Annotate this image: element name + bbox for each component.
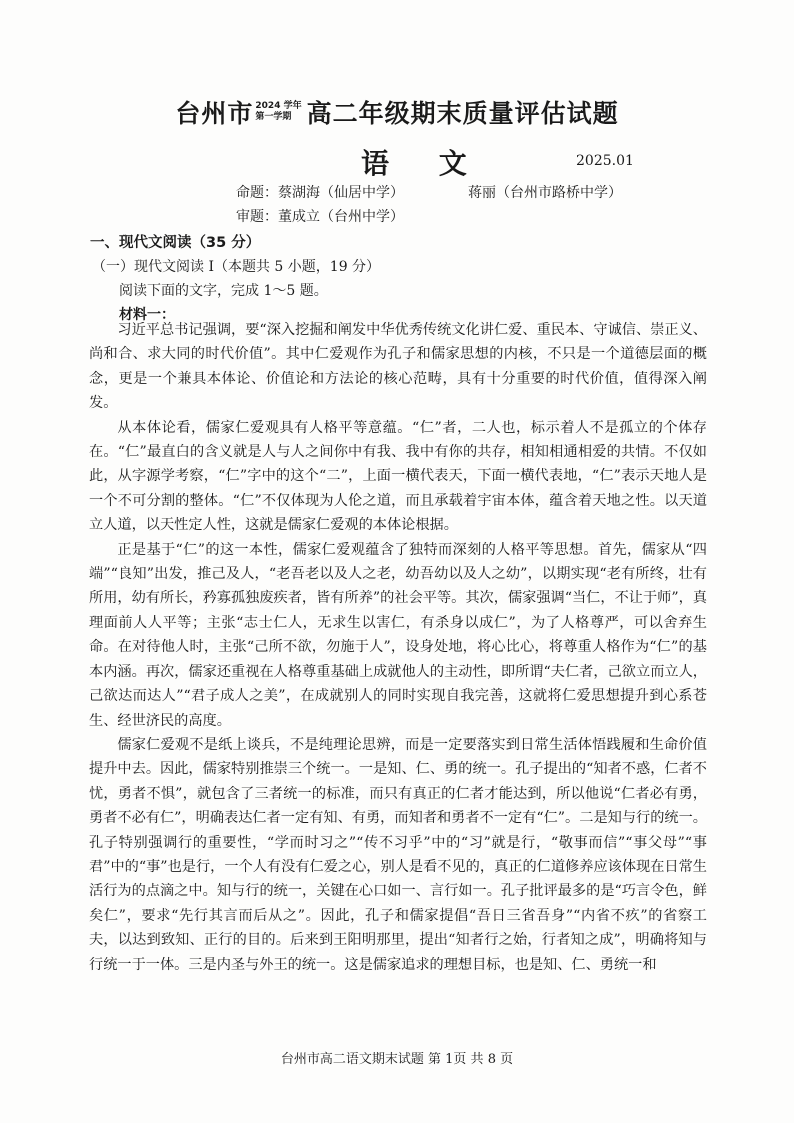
title-city: 台州市: [175, 99, 254, 128]
title-main: 高二年级期末质量评估试题: [306, 99, 619, 128]
exam-title: [0, 94, 794, 130]
paragraph: 从本体论看，儒家仁爱观具有人格平等意蕴。“仁”者，二人也，标示着人不是孤立的个体存在。“仁”最直白的含义就是人与人之间你中有我、我中有你的共存，相知相通相爱的共情。不仅如此，从字源学考察，“仁”字中的这个“二”，上面一横代表天，下面一横代表地，“仁”表示天地人是一个不可分割的整体。“仁”不仅体现为人伦之道，而且承载着宇宙本体，蕴含着天地之性。以天道立人道，以天性定人性，这就是儒家仁爱观的本体论根据。: [89, 419, 707, 534]
author-line-1: 命题：蔡湖海（仙居中学）: [236, 185, 404, 201]
title-year: 2024 学年: [255, 101, 302, 111]
reviewer-line: 审题：董成立（台州中学）: [236, 209, 404, 225]
paragraph: 习近平总书记强调，要“深入挖掘和阐发中华优秀传统文化讲仁爱、重民本、守诚信、崇正义、尚和合、求大同的时代价值”。其中仁爱观作为孔子和儒家思想的内核，不只是一个道德层面的概念，更是一个兼具本体论、价值论和方法论的核心范畴，具有十分重要的时代价值，值得深入阐发。: [89, 322, 707, 412]
author-line-2: 蒋丽（台州市路桥中学）: [468, 185, 622, 201]
material-label: 材料一：: [119, 307, 175, 323]
title-term: [255, 101, 301, 123]
page-footer: 台州市高二语文期末试题 第 1页 共 8 页: [280, 1052, 514, 1067]
paragraph: 正是基于“仁”的这一本性，儒家仁爱观蕴含了独特而深刻的人格平等思想。首先，儒家从“四端”“良知”出发，推己及人，“老吾老以及人之老，幼吾幼以及人之幼”，以期实现“老有所终，壮有所用，幼有所长，矜寡孤独废疾者，皆有所养”的社会平等。其次，儒家强调“当仁，不让于师”，真理面前人人平等；主张“志士仁人，无求生以害仁，有杀身以成仁”，为了人格尊严，可以舍弃生命。在对待他人时，主张“己所不欲，勿施于人”，设身处地，将心比心，将尊重人格作为“仁”的基本内涵。再次，儒家还重视在人格尊重基础上成就他人的主动性，即所谓“夫仁者，己欲立而立人，己欲达而达人”“君子成人之美”，在成就别人的同时实现自我完善，这就将仁爱思想提升到心系苍生、经世济民的高度。: [89, 541, 707, 729]
section-title: 一、现代文阅读（35 分）: [90, 235, 261, 251]
title-semester: 第一学期: [255, 112, 292, 122]
subject-title: 语 文: [361, 147, 487, 180]
instruction-text: 阅读下面的文字，完成 1～5 题。: [119, 283, 328, 299]
part-title: （一）现代文阅读 I（本题共 5 小题，19 分）: [92, 259, 381, 275]
paragraph: 儒家仁爱观不是纸上谈兵，不是纯理论思辨，而是一定要落实到日常生活体悟践履和生命价值提升中去。因此，儒家特别推崇三个统一。一是知、仁、勇的统一。孔子提出的“知者不惑，仁者不忧，勇者不惧”，就包含了三者统一的标准，而只有真正的仁者才能达到，所以他说“仁者必有勇，勇者不必有仁”，明确表达仁者一定有知、有勇，而知者和勇者不一定有“仁”。二是知与行的统一。孔子特别强调行的重要性，“学而时习之”“传不习乎”中的“习”就是行，“敬事而信”“事父母”“事君”中的“事”也是行，一个人有没有仁爱之心，别人是看不见的，真正的仁道修养应该体现在日常生活行为的点滴之中。知与行的统一，关键在心口如一、言行如一。孔子批评最多的是“巧言令色，鲜矣仁”，要求“先行其言而后从之”。因此，孔子和儒家提倡“吾日三省吾身”“内省不疚”的省察工夫，以达到致知、正行的目的。后来到王阳明那里，提出“知者行之始，行者知之成”，明确将知与行统一于一体。三是内圣与外王的统一。这是儒家追求的理想目标，也是知、仁、勇统一和: [89, 736, 707, 973]
reading-passage: [89, 318, 707, 977]
exam-date: 2025.01: [576, 153, 634, 169]
